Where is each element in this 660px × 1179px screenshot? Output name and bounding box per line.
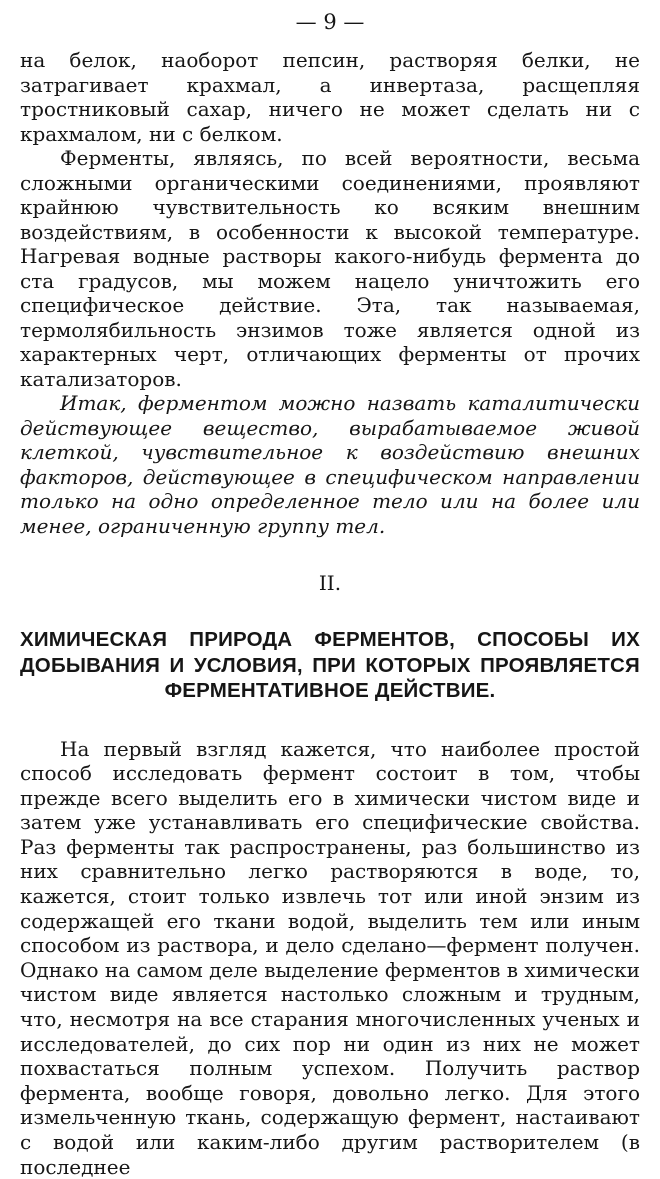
- paragraph-enzyme-properties: Ферменты, являясь, по всей вероятности, весьма сложными органическими соединениями, проявляют крайнюю чувствительность ко всяким внешним воздействиям, в особенности к высокой температуре. Нагревая водные растворы какого-нибудь фермента до ста градусов, мы можем нацело уничтожить его специфическое действие. Эта, так называемая, термолябильность энзимов тоже является одной из характерных черт, отличающих ферменты от прочих катализаторов.: [20, 146, 640, 391]
- paragraph-continuation: на белок, наоборот пепсин, растворяя белки, не затрагивает крахмал, а инвертаза, расщепляя тростниковый сахар, ничего не может сделать ни с крахмалом, ни с белком.: [20, 48, 640, 146]
- section-title: ХИМИЧЕСКАЯ ПРИРОДА ФЕРМЕНТОВ, СПОСОБЫ ИХ ДОБЫВАНИЯ И УСЛОВИЯ, ПРИ КОТОРЫХ ПРОЯВЛЯЕТСЯ ФЕРМЕНТАТИВНОЕ ДЕЙСТВИЕ.: [20, 627, 640, 704]
- paragraph-enzyme-isolation: На первый взгляд кажется, что наиболее простой способ исследовать фермент состоит в том, чтобы прежде всего выделить его в химически чистом виде и затем уже устанавливать его специфические свойства. Раз ферменты так распространены, раз большинство из них сравнительно легко растворяются в воде, то, кажется, стоит только извлечь тот или иной энзим из содержащей его ткани водой, выделить тем или иным способом из раствора, и дело сделано—фермент получен. Однако на самом деле выделение ферментов в химически чистом виде является настолько сложным и трудным, что, несмотря на все старания многочисленных ученых и исследователей, до сих пор ни один из них не может похвастаться полным успехом. Получить раствор фермента, вообще говоря, довольно легко. Для этого измельченную ткань, содержащую фермент, настаивают с водой или каким-либо другим растворителем (в последнее: [20, 737, 640, 1179]
- paragraph-enzyme-definition: Итак, ферментом можно назвать каталитически действующее вещество, вырабатываемое живой клеткой, чувствительное к воздействию внешних факторов, действующее в специфическом направлении только на одно определенное тело или на более или менее, ограниченную группу тел.: [20, 391, 640, 538]
- section-number: II.: [20, 571, 640, 595]
- page-number: — 9 —: [20, 8, 640, 48]
